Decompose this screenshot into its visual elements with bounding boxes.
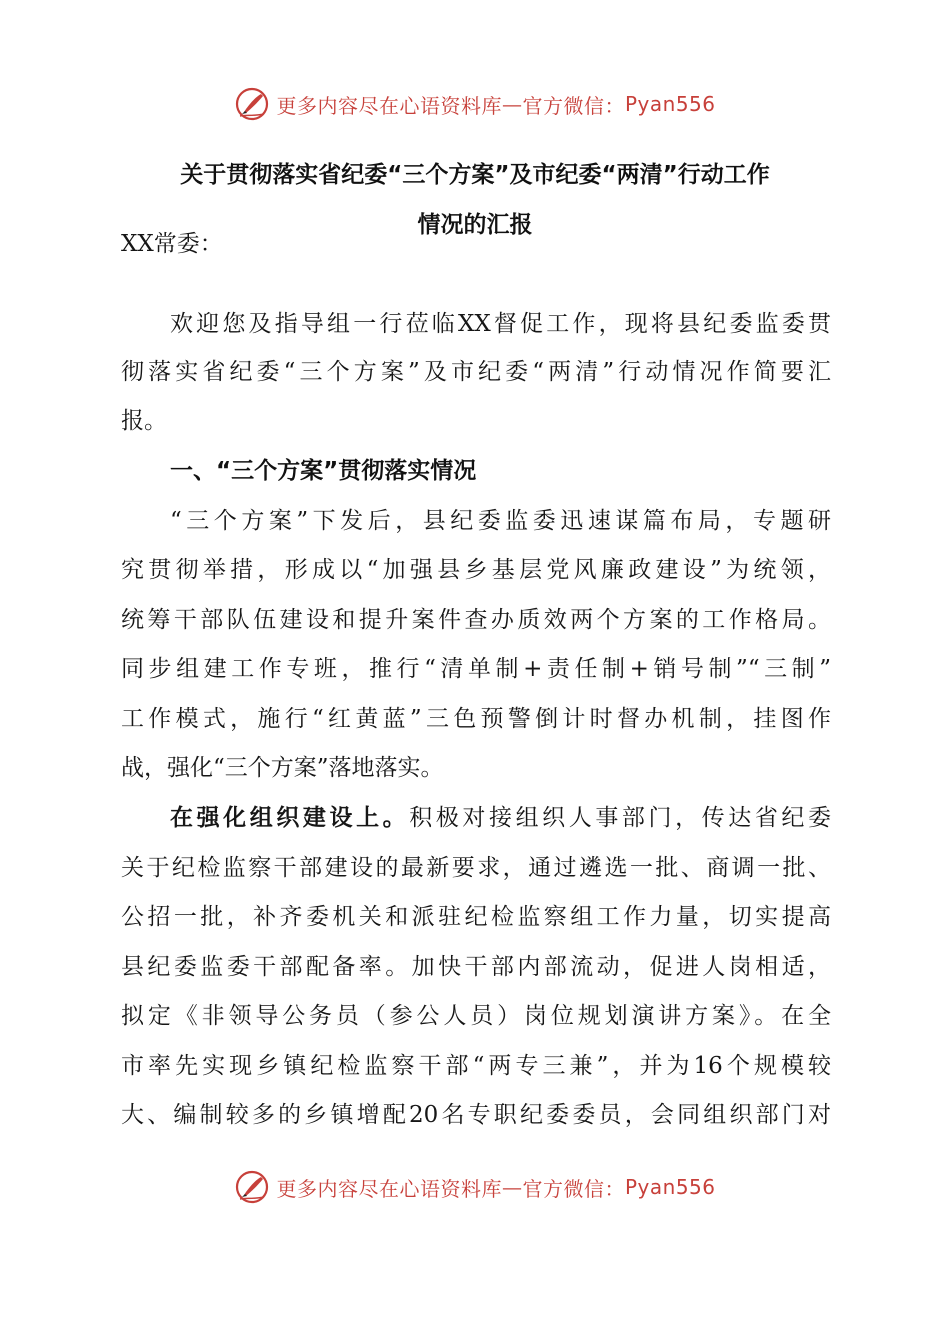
- watermark-brand: 更多内容尽在心语资料库: [276, 1176, 502, 1201]
- section-1-line-3: 统筹干部队伍建设和提升案件查办质效两个方案的工作格局。: [121, 607, 831, 633]
- watermark-separator: —: [501, 92, 523, 116]
- org-para-line-3: 公招一批，补齐委机关和派驻纪检监察组工作力量，切实提高: [121, 904, 831, 930]
- pen-logo-icon: [234, 1169, 270, 1205]
- watermark-label: 官方微信：: [522, 1176, 625, 1201]
- intro-line-3: 报。: [121, 408, 167, 434]
- section-1-line-4: 同步组建工作专班，推行“清单制+责任制+销号制”“三制”: [121, 656, 831, 682]
- watermark-header: [0, 82, 950, 126]
- document-title-line-1: 关于贯彻落实省纪委“三个方案”及市纪委“两清”行动工作: [180, 162, 770, 188]
- watermark-separator: —: [501, 1175, 523, 1199]
- watermark-wechat-id: Pyan556: [624, 92, 716, 116]
- org-para-line-1: [170, 803, 831, 833]
- watermark-label: 官方微信：: [522, 93, 625, 118]
- org-para-line-2: 关于纪检监察干部建设的最新要求，通过遴选一批、商调一批、: [121, 855, 831, 881]
- org-para-text-1: 积极对接组织人事部门，传达省纪委: [409, 805, 832, 831]
- org-para-line-5: 拟定《非领导公务员（参公人员）岗位规划演讲方案》。在全: [121, 1003, 831, 1029]
- org-para-line-7: 大、编制较多的乡镇增配20名专职纪委委员，会同组织部门对: [121, 1102, 831, 1128]
- pen-logo-icon: [234, 86, 270, 122]
- watermark-wechat-id: Pyan556: [624, 1175, 716, 1199]
- section-1-line-1: “三个方案”下发后，县纪委监委迅速谋篇布局，专题研: [170, 508, 831, 534]
- salutation: XX常委：: [121, 231, 223, 257]
- watermark-footer: [0, 1165, 950, 1209]
- watermark-brand: 更多内容尽在心语资料库: [276, 93, 502, 118]
- section-1-line-2: 究贯彻举措，形成以“加强县乡基层党风廉政建设”为统领，: [121, 557, 831, 583]
- document-title-line-2: 情况的汇报: [417, 212, 533, 238]
- intro-line-1: 欢迎您及指导组一行莅临XX督促工作，现将县纪委监委贯: [170, 311, 831, 337]
- section-1-line-5: 工作模式，施行“红黄蓝”三色预警倒计时督办机制，挂图作: [121, 706, 831, 732]
- org-para-line-4: 县纪委监委干部配备率。加快干部内部流动，促进人岗相适，: [121, 954, 831, 980]
- section-1-heading: 一、“三个方案”贯彻落实情况: [170, 458, 477, 484]
- org-para-lead: 在强化组织建设上。: [170, 805, 410, 831]
- intro-line-2: 彻落实省纪委“三个方案”及市纪委“两清”行动情况作简要汇: [121, 359, 831, 385]
- section-1-line-6: 战，强化“三个方案”落地落实。: [121, 755, 444, 781]
- org-para-line-6: 市率先实现乡镇纪检监察干部“两专三兼”，并为16个规模较: [121, 1053, 831, 1079]
